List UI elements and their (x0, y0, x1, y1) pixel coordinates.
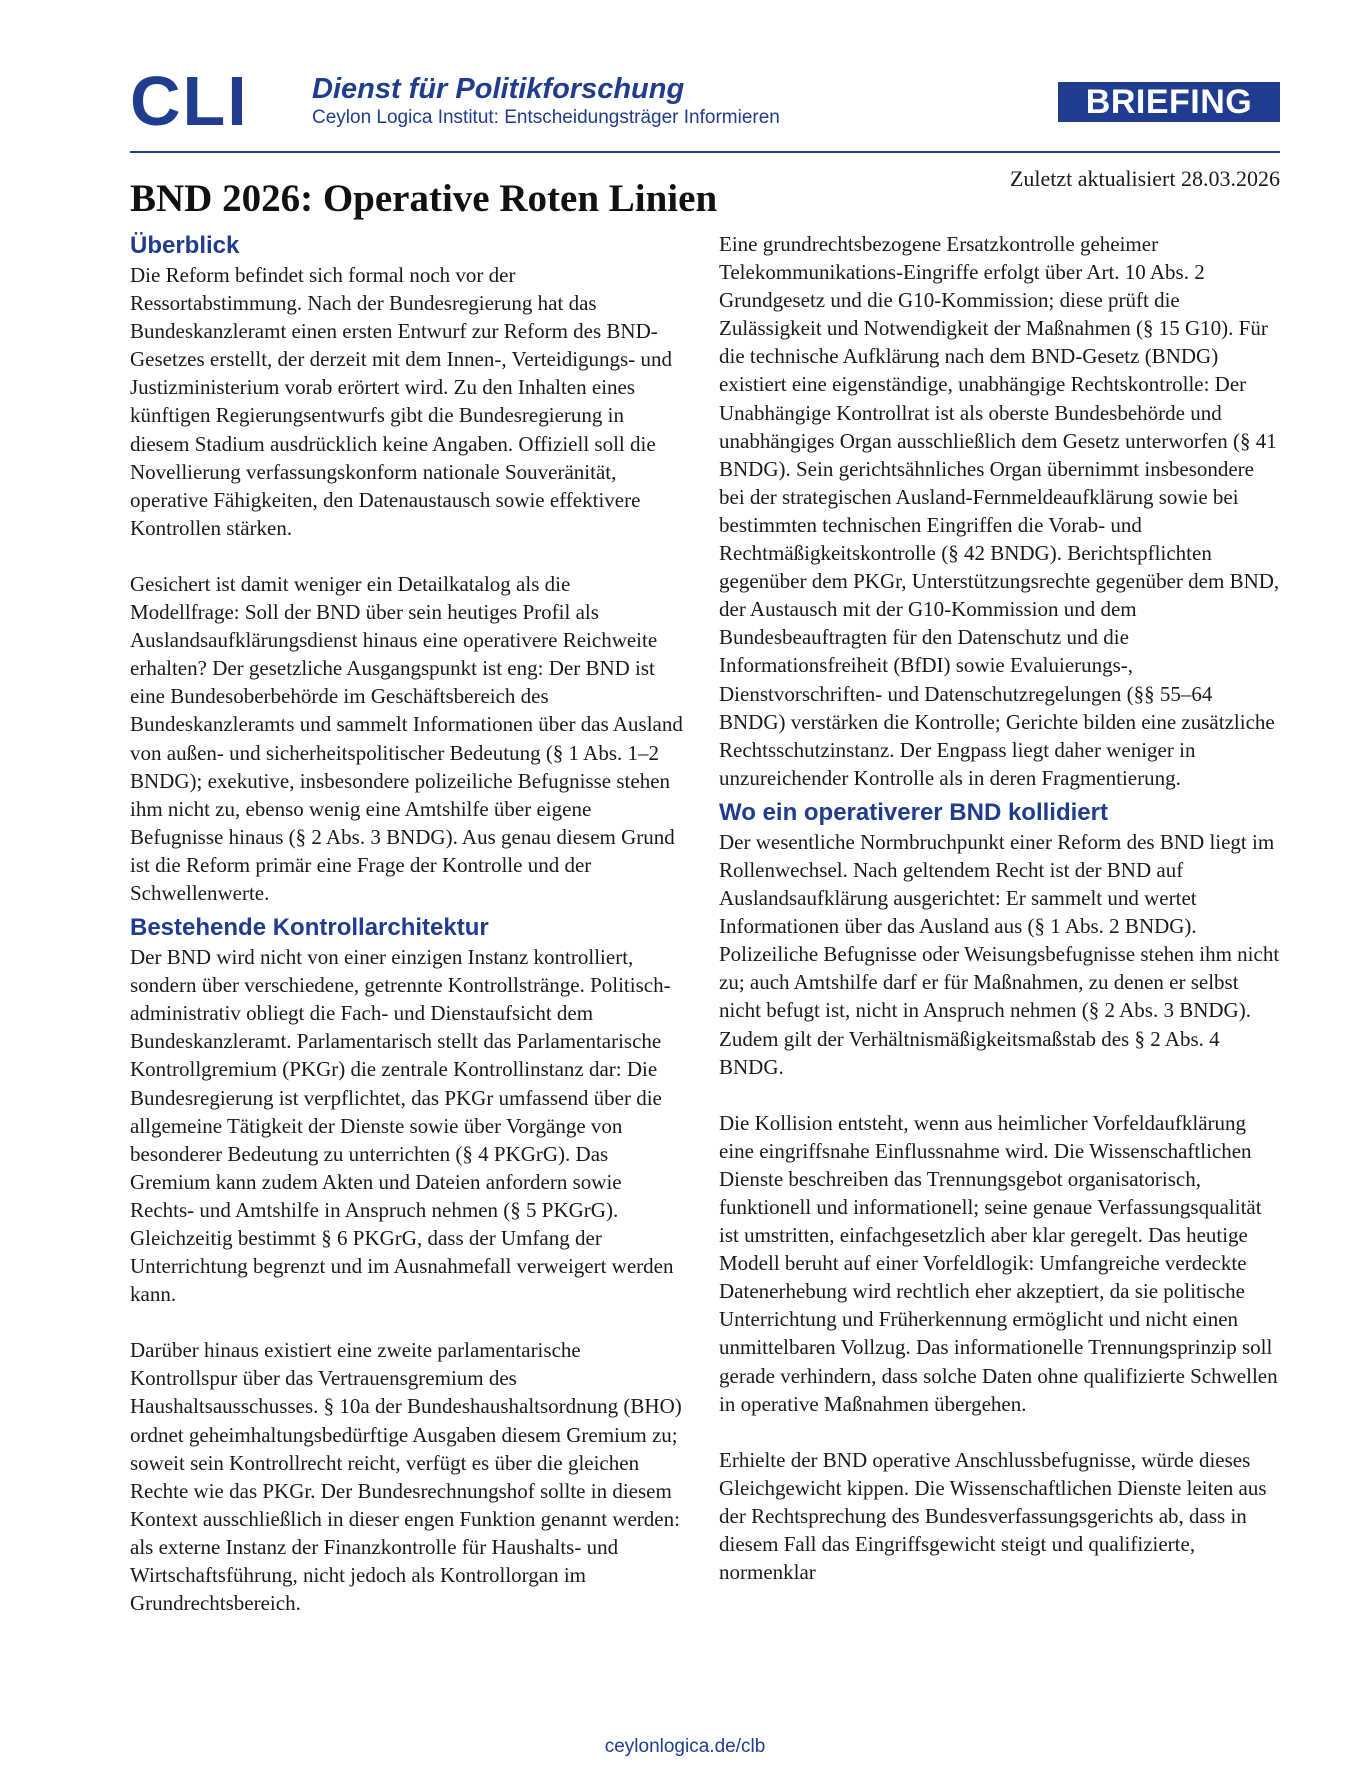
header-divider (130, 151, 1280, 153)
control-paragraph-1: Der BND wird nicht von einer einzigen Instanz kontrolliert, sondern über verschiedene, getrennte Kontrollstränge. Politisch-administrativ obliegt die Fach- und Dienstaufsicht dem Bundeskanzleramt. Parlamentarisch stellt das Parlamentarische Kontrollgremium (PKGr) die zentrale Kontrollinstanz dar: Die Bundesregierung ist verpflichtet, das PKGr umfassend über die allgemeine Tätigkeit der Dienste sowie über Vorgänge von besonderer Bedeutung zu unterrichten (§ 4 PKGrG). Das Gremium kann zudem Akten und Dateien anfordern sowie Rechts- und Amtshilfe in Anspruch nehmen (§ 5 PKGrG). Gleichzeitig bestimmt § 6 PKGrG, dass der Umfang der Unterrichtung begrenzt und im Ausnahmefall verweigert werden kann. (130, 945, 674, 1307)
document-title: BND 2026: Operative Roten Linien (130, 177, 718, 220)
brand-title: Dienst für Politikforschung (312, 73, 685, 105)
collision-paragraph-3: Erhielte der BND operative Anschlussbefugnisse, würde dieses Gleichgewicht kippen. Die Wissenschaftlichen Dienste leiten aus der Rechtsprechung des Bundesverfassungsgerichts ab, dass in diesem Fall das Eingriffsgewicht steigt und qualifizierte, normenklar (719, 1447, 1267, 1585)
left-column (130, 231, 685, 1645)
briefing-badge: BRIEFING (1058, 82, 1280, 122)
right-column (719, 230, 1280, 1614)
collision-paragraph-2: Die Kollision entsteht, wenn aus heimlicher Vorfeldaufklärung eine eingriffsnahe Einflussnahme wird. Die Wissenschaftlichen Dienste beschreiben das Trennungsgebot organisatorisch, funktionell und informationell; seine genaue Verfassungsqualität ist umstritten, einfachgesetzlich aber klar geregelt. Das heutige Modell beruht auf einer Vorfeldlogik: Umfangreiche verdeckte Datenerhebung wird rechtlich eher akzeptiert, da sie politische Unterrichtung und Früherkennung ermöglicht und nicht einen unmittelbaren Vollzug. Das informationelle Trennungsprinzip soll gerade verhindern, dass solche Daten ohne qualifizierte Schwellen in operative Maßnahmen übergehen. (719, 1110, 1278, 1416)
cli-logo: CLI (130, 62, 249, 140)
brand-subtitle: Ceylon Logica Institut: Entscheidungsträger Informieren (312, 107, 780, 128)
footer-url[interactable]: ceylonlogica.de/clb (604, 1736, 766, 1757)
overview-paragraph-1: Die Reform befindet sich formal noch vor der Ressortabstimmung. Nach der Bundesregierung hat das Bundeskanzleramt einen ersten Entwurf zur Reform des BND-Gesetzes erstellt, der derzeit mit dem Innen-, Verteidigungs- und Justizministerium vorab erörtert wird. Zu den Inhalten eines künftigen Regierungsentwurfs gibt die Bundesregierung in diesem Stadium ausdrücklich keine Angaben. Offiziell soll die Novellierung verfassungskonform nationale Souveränität, operative Fähigkeiten, den Datenaustausch sowie effektivere Kontrollen stärken. (130, 263, 672, 540)
collision-paragraph-1: Der wesentliche Normbruchpunkt einer Reform des BND liegt im Rollenwechsel. Nach geltendem Recht ist der BND auf Auslandsaufklärung ausgerichtet: Er sammelt und wertet Informationen über das Ausland aus (§ 1 Abs. 2 BNDG). Polizeiliche Befugnisse oder Weisungsbefugnisse stehen ihm nicht zu; auch Amtshilfe darf er für Maßnahmen, zu denen er selbst nicht befugt ist, nicht in Anspruch nehmen (§ 2 Abs. 3 BNDG). Zudem gilt der Verhältnismäßigkeitsmaßstab des § 2 Abs. 4 BNDG. (719, 829, 1280, 1079)
brand-block (312, 72, 780, 130)
last-updated: Zuletzt aktualisiert 28.03.2026 (1009, 166, 1280, 191)
section-heading-collision: Wo ein operativerer BND kollidiert (719, 798, 1108, 826)
overview-paragraph-2: Gesichert ist damit weniger ein Detailkatalog als die Modellfrage: Soll der BND über sein heutiges Profil als Auslandsaufklärungsdienst hinaus eine operativere Reichweite erhalten? Der gesetzliche Ausgangspunkt ist eng: Der BND ist eine Bundesoberbehörde im Geschäftsbereich des Bundeskanzleramts und sammelt Informationen über das Ausland von außen- und sicherheitspolitischer Bedeutung (§ 1 Abs. 1–2 BNDG); exekutive, insbesondere polizeiliche Befugnisse stehen ihm nicht zu, ebenso wenig eine Amtshilfe über eigene Befugnisse hinaus (§ 2 Abs. 3 BNDG). Aus genau diesem Grund ist die Reform primär eine Frage der Kontrolle und der Schwellenwerte. (130, 571, 683, 905)
section-heading-control: Bestehende Kontrollarchitektur (130, 914, 489, 942)
control-paragraph-3: Eine grundrechtsbezogene Ersatzkontrolle geheimer Telekommunikations-Eingriffe erfolgt über Art. 10 Abs. 2 Grundgesetz und die G10-Kommission; diese prüft die Zulässigkeit und Notwendigkeit der Maßnahmen (§ 15 G10). Für die technische Aufklärung nach dem BND-Gesetz (BNDG) existiert eine eigenständige, unabhängige Rechtskontrolle: Der Unabhängige Kontrollrat ist als oberste Bundesbehörde und unabhängiges Organ ausschließlich dem Gesetz unterworfen (§ 41 BNDG). Sein gerichtsähnliches Organ übernimmt insbesondere bei der strategischen Ausland-Fernmeldeaufklärung sowie bei bestimmten technischen Eingriffen die Vorab- und Rechtmäßigkeitskontrolle (§ 42 BNDG). Berichtspflichten gegenüber dem PKGr, Unterstützungsrechte gegenüber dem BND, der Austausch mit der G10-Kommission und dem Bundesbeauftragten für den Datenschutz und die Informationsfreiheit (BfDI) sowie Evaluierungs-, Dienstvorschriften- und Datenschutzregelungen (§§ 55–64 BNDG) verstärken die Kontrolle; Gerichte bilden eine zusätzliche Rechtsschutzinstanz. Der Engpass liegt daher weniger in unzureichender Kontrolle als in deren Fragmentierung. (719, 232, 1280, 790)
control-paragraph-2: Darüber hinaus existiert eine zweite parlamentarische Kontrollspur über das Vertrauensgremium des Haushaltsausschusses. § 10a der Bundeshaushaltsordnung (BHO) ordnet geheimhaltungsbedürftige Ausgaben diesem Gremium zu; soweit sein Kontrollrecht reicht, verfügt es über die gleichen Rechte wie das PKGr. Der Bundesrechnungshof sollte in diesem Kontext ausschließlich in dieser engen Funktion genannt werden: als externe Instanz der Finanzkontrolle für Haushalts- und Wirtschaftsführung, nicht jedoch als Kontrollorgan im Grundrechtsbereich. (130, 1338, 682, 1616)
section-heading-overview: Überblick (130, 232, 240, 259)
